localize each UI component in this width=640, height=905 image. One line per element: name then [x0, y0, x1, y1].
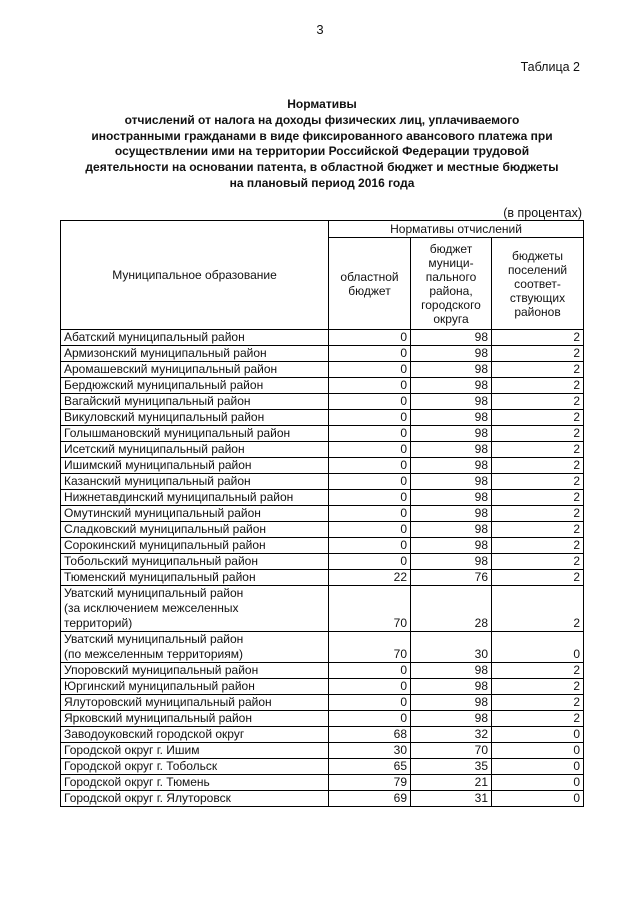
regional-budget-value: 70 — [329, 632, 411, 663]
municipality-name — [61, 378, 329, 394]
settlements-budget-value: 0 — [492, 775, 584, 791]
regional-budget-value: 0 — [329, 711, 411, 727]
municipality-name — [61, 346, 329, 362]
municipality-name — [61, 522, 329, 538]
regional-budget-value: 0 — [329, 490, 411, 506]
settlements-budget-value: 2 — [492, 538, 584, 554]
municipality-name-line: Вагайский муниципальный район — [64, 394, 251, 408]
settlements-budget-value: 2 — [492, 426, 584, 442]
municipality-name-line: Городской округ г. Тюмень — [64, 775, 210, 789]
municipality-name-line: (по межселенным территориям) — [64, 647, 243, 661]
municipality-name-line: Городской округ г. Ишим — [64, 743, 200, 757]
district-budget-value: 98 — [411, 679, 492, 695]
header-line: бюджет — [348, 283, 391, 298]
regional-budget-value: 0 — [329, 330, 411, 346]
municipality-name-line: Упоровский муниципальный район — [64, 663, 259, 677]
title-line: иностранными гражданами в виде фиксированного авансового платежа при — [91, 128, 553, 143]
municipality-name — [61, 410, 329, 426]
regional-budget-value: 22 — [329, 570, 411, 586]
municipality-name-line: Ялуторовский муниципальный район — [64, 695, 272, 709]
settlements-budget-value: 2 — [492, 506, 584, 522]
header-settlements — [492, 238, 584, 330]
table-row — [61, 362, 584, 378]
district-budget-value: 30 — [411, 632, 492, 663]
table-row — [61, 346, 584, 362]
table-row — [61, 711, 584, 727]
district-budget-value: 98 — [411, 490, 492, 506]
settlements-budget-value: 0 — [492, 791, 584, 807]
municipality-name-line: Ишимский муниципальный район — [64, 458, 252, 472]
table-row — [61, 442, 584, 458]
table-row — [61, 775, 584, 791]
regional-budget-value: 0 — [329, 442, 411, 458]
table-row — [61, 410, 584, 426]
settlements-budget-value: 0 — [492, 759, 584, 775]
settlements-budget-value: 0 — [492, 632, 584, 663]
municipality-name-line: Сладковский муниципальный район — [64, 522, 266, 536]
regional-budget-value: 0 — [329, 679, 411, 695]
municipality-name — [61, 759, 329, 775]
title-line: деятельности на основании патента, в областной бюджет и местные бюджеты — [85, 160, 559, 175]
municipality-name-line: Заводоуковский городской округ — [64, 727, 245, 741]
municipality-name-line: Исетский муниципальный район — [64, 442, 245, 456]
header-line: пального — [425, 269, 477, 284]
settlements-budget-value: 0 — [492, 727, 584, 743]
table-row — [61, 538, 584, 554]
settlements-budget-value: 2 — [492, 394, 584, 410]
table-row — [61, 506, 584, 522]
municipality-name — [61, 727, 329, 743]
header-line: поселений — [507, 262, 568, 277]
header-line: муници- — [428, 255, 474, 270]
regional-budget-value: 30 — [329, 743, 411, 759]
page-number: 3 — [316, 22, 324, 37]
municipality-name — [61, 679, 329, 695]
district-budget-value: 70 — [411, 743, 492, 759]
municipality-name-line: Армизонский муниципальный район — [64, 346, 267, 360]
district-budget-value: 98 — [411, 378, 492, 394]
table-row — [61, 458, 584, 474]
settlements-budget-value: 2 — [492, 695, 584, 711]
settlements-budget-value: 2 — [492, 522, 584, 538]
regional-budget-value: 0 — [329, 426, 411, 442]
table-row — [61, 759, 584, 775]
table-label: Таблица 2 — [520, 60, 580, 74]
settlements-budget-value: 2 — [492, 570, 584, 586]
regional-budget-value: 70 — [329, 586, 411, 632]
settlements-budget-value: 2 — [492, 346, 584, 362]
regional-budget-value: 0 — [329, 538, 411, 554]
settlements-budget-value: 2 — [492, 362, 584, 378]
settlements-budget-value: 2 — [492, 330, 584, 346]
municipality-name — [61, 554, 329, 570]
table-row — [61, 727, 584, 743]
table-row — [61, 743, 584, 759]
municipality-name — [61, 490, 329, 506]
municipality-name — [61, 362, 329, 378]
district-budget-value: 35 — [411, 759, 492, 775]
regional-budget-value: 0 — [329, 410, 411, 426]
settlements-budget-value: 0 — [492, 743, 584, 759]
norms-table — [60, 220, 584, 807]
district-budget-value: 98 — [411, 711, 492, 727]
district-budget-value: 98 — [411, 442, 492, 458]
district-budget-value: 98 — [411, 506, 492, 522]
municipality-name-line: Абатский муниципальный район — [64, 330, 245, 344]
municipality-name — [61, 570, 329, 586]
regional-budget-value: 0 — [329, 378, 411, 394]
municipality-name-line: Городской округ г. Ялуторовск — [64, 791, 231, 805]
district-budget-value: 76 — [411, 570, 492, 586]
table-row — [61, 570, 584, 586]
regional-budget-value: 0 — [329, 695, 411, 711]
header-line: соответ- — [514, 276, 561, 291]
district-budget-value: 28 — [411, 586, 492, 632]
header-line: районов — [514, 304, 561, 319]
municipality-name — [61, 743, 329, 759]
regional-budget-value: 0 — [329, 394, 411, 410]
district-budget-value: 98 — [411, 474, 492, 490]
table-row — [61, 378, 584, 394]
municipality-name — [61, 458, 329, 474]
municipality-name — [61, 330, 329, 346]
settlements-budget-value: 2 — [492, 458, 584, 474]
regional-budget-value: 0 — [329, 346, 411, 362]
header-group: Нормативы отчислений — [329, 221, 584, 238]
municipality-name — [61, 663, 329, 679]
settlements-budget-value: 2 — [492, 442, 584, 458]
table-row — [61, 679, 584, 695]
header-regional — [329, 238, 411, 330]
municipality-name-line: Викуловский муниципальный район — [64, 410, 265, 424]
municipality-name — [61, 711, 329, 727]
table-row — [61, 490, 584, 506]
municipality-name-line: Ярковский муниципальный район — [64, 711, 252, 725]
municipality-name-line: (за исключением межселенных — [64, 601, 239, 615]
regional-budget-value: 0 — [329, 522, 411, 538]
settlements-budget-value: 2 — [492, 586, 584, 632]
municipality-name — [61, 791, 329, 807]
regional-budget-value: 65 — [329, 759, 411, 775]
table-row — [61, 426, 584, 442]
regional-budget-value: 0 — [329, 362, 411, 378]
municipality-name-line: Городской округ г. Тобольск — [64, 759, 218, 773]
header-line: городского — [421, 297, 481, 312]
table-row — [61, 791, 584, 807]
municipality-name — [61, 474, 329, 490]
municipality-name-line: Бердюжский муниципальный район — [64, 378, 264, 392]
title-line: Нормативы — [287, 97, 357, 111]
table-row — [61, 663, 584, 679]
settlements-budget-value: 2 — [492, 679, 584, 695]
municipality-name — [61, 426, 329, 442]
table-row — [61, 695, 584, 711]
district-budget-value: 98 — [411, 410, 492, 426]
district-budget-value: 98 — [411, 695, 492, 711]
municipality-name-line: Аромашевский муниципальный район — [64, 362, 278, 376]
district-budget-value: 32 — [411, 727, 492, 743]
district-budget-value: 98 — [411, 458, 492, 474]
title-line: отчислений от налога на доходы физических лиц, уплачиваемого — [124, 112, 520, 127]
units-note: (в процентах) — [503, 206, 582, 220]
settlements-budget-value: 2 — [492, 711, 584, 727]
municipality-name — [61, 695, 329, 711]
municipality-name-line: Сорокинский муниципальный район — [64, 538, 266, 552]
header-district — [411, 238, 492, 330]
municipality-name-line: территорий) — [64, 616, 133, 630]
district-budget-value: 98 — [411, 346, 492, 362]
municipality-name-line: Юргинский муниципальный район — [64, 679, 255, 693]
regional-budget-value: 0 — [329, 554, 411, 570]
municipality-name — [61, 632, 329, 663]
header-municipal: Муниципальное образование — [61, 221, 329, 330]
settlements-budget-value: 2 — [492, 663, 584, 679]
table-row — [61, 330, 584, 346]
regional-budget-value: 0 — [329, 506, 411, 522]
district-budget-value: 98 — [411, 538, 492, 554]
table-row — [61, 554, 584, 570]
regional-budget-value: 0 — [329, 474, 411, 490]
regional-budget-value: 0 — [329, 663, 411, 679]
title-line: осуществлении ими на территории Российской Федерации трудовой — [114, 144, 530, 159]
district-budget-value: 98 — [411, 394, 492, 410]
settlements-budget-value: 2 — [492, 490, 584, 506]
municipality-name-line: Голышмановский муниципальный район — [64, 426, 291, 440]
table-body — [61, 330, 584, 807]
header-line: бюджет — [429, 241, 473, 256]
header-line: бюджеты — [511, 248, 564, 263]
municipality-name — [61, 775, 329, 791]
municipality-name-line: Омутинский муниципальный район — [64, 506, 261, 520]
municipality-name — [61, 442, 329, 458]
district-budget-value: 31 — [411, 791, 492, 807]
district-budget-value: 98 — [411, 663, 492, 679]
municipality-name-line: Уватский муниципальный район — [64, 586, 244, 600]
municipality-name — [61, 586, 329, 632]
municipality-name — [61, 538, 329, 554]
table-row — [61, 586, 584, 632]
table-row — [61, 394, 584, 410]
district-budget-value: 98 — [411, 554, 492, 570]
municipality-name-line: Нижнетавдинский муниципальный район — [64, 490, 294, 504]
settlements-budget-value: 2 — [492, 378, 584, 394]
header-line: округа — [433, 311, 469, 326]
municipality-name — [61, 394, 329, 410]
table-row — [61, 632, 584, 663]
municipality-name — [61, 506, 329, 522]
header-line: ствующих — [509, 290, 566, 305]
municipality-name-line: Казанский муниципальный район — [64, 474, 251, 488]
header-line: областной — [340, 269, 399, 284]
district-budget-value: 98 — [411, 426, 492, 442]
municipality-name-line: Уватский муниципальный район — [64, 632, 244, 646]
settlements-budget-value: 2 — [492, 410, 584, 426]
table-row — [61, 522, 584, 538]
district-budget-value: 21 — [411, 775, 492, 791]
municipality-name-line: Тюменский муниципальный район — [64, 570, 256, 584]
document-title — [62, 97, 582, 192]
settlements-budget-value: 2 — [492, 474, 584, 490]
title-line: на плановый период 2016 года — [229, 175, 415, 190]
header-line: района, — [429, 283, 473, 298]
regional-budget-value: 0 — [329, 458, 411, 474]
district-budget-value: 98 — [411, 522, 492, 538]
regional-budget-value: 68 — [329, 727, 411, 743]
settlements-budget-value: 2 — [492, 554, 584, 570]
district-budget-value: 98 — [411, 330, 492, 346]
regional-budget-value: 79 — [329, 775, 411, 791]
table-row — [61, 474, 584, 490]
municipality-name-line: Тобольский муниципальный район — [64, 554, 258, 568]
district-budget-value: 98 — [411, 362, 492, 378]
regional-budget-value: 69 — [329, 791, 411, 807]
